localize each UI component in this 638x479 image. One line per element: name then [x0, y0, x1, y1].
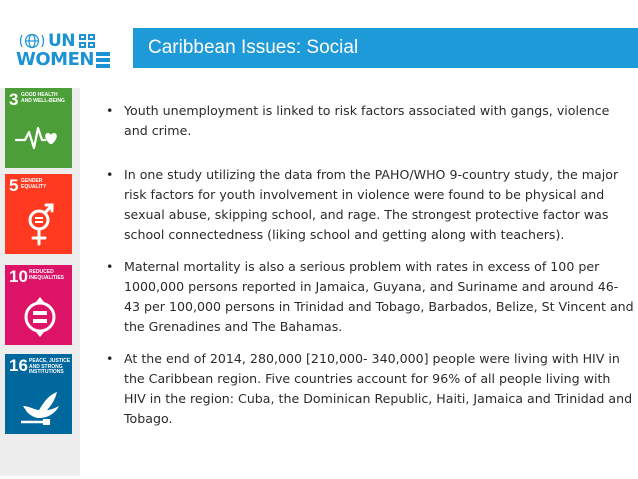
sdg-16-number: 16 [9, 356, 28, 375]
bullet-text: Maternal mortality is also a serious problem with rates in excess of 100 per 1000,000 persons reported in Jamaica, Guyana, and Suriname and around 46-43 per 100,000 persons in Trinidad and Tobago, Barbados, Belize, St Vincent and the Grenadines and The Bahamas. [124, 259, 634, 334]
sdg-5-number: 5 [9, 176, 19, 195]
bullet-marker: • [106, 259, 114, 274]
bullet-marker: • [106, 351, 114, 366]
sdg-16-label: PEACE, JUSTICE AND STRONG INSTITUTIONS [29, 358, 71, 376]
logo-mark-icon [75, 32, 101, 50]
sdg-10-label: REDUCED INEQUALITIES [29, 269, 65, 281]
bullet-marker: • [106, 103, 114, 118]
dove-icon [17, 386, 63, 428]
logo-bars-icon [94, 50, 114, 70]
bullet-marker: • [106, 167, 114, 182]
sdg-16-tile [5, 354, 72, 434]
logo-women-text: WOMEN [16, 49, 94, 70]
bullet-text: In one study utilizing the data from the PAHO/WHO 9-country study, the major risk factors for youth involvement in violence were found to be physical and sexual abuse, skipping school, and rage. The strongest protective factor was school connectedness (liking school and getting along with teachers). [124, 167, 619, 242]
title-bar [133, 28, 638, 68]
gender-equality-icon [25, 196, 55, 252]
sdg-3-label: GOOD HEALTH AND WELL-BEING [21, 92, 65, 104]
globe-icon [16, 32, 48, 50]
bullet-text: Youth unemployment is linked to risk factors associated with gangs, violence and crime. [124, 103, 610, 138]
sdg-10-tile [5, 265, 72, 345]
equals-icon [22, 295, 58, 339]
sdg-3-tile [5, 88, 72, 168]
page-title: Caribbean Issues: Social [148, 37, 359, 58]
sdg-5-label: GENDER EQUALITY [21, 178, 47, 190]
logo-un-text: UN [48, 31, 76, 51]
sdg-10-number: 10 [9, 267, 28, 286]
un-women-logo [16, 32, 130, 70]
sdg-sidebar [0, 88, 80, 476]
sdg-5-tile [5, 174, 72, 254]
bullet-text: At the end of 2014, 280,000 [210,000- 340,000] people were living with HIV in the Caribbean region. Five countries account for 96% of all people living with HIV in the region: Cuba, the Dominican Republic, Haiti, Jamaica and Trinidad and Tobago. [124, 351, 633, 426]
sdg-3-number: 3 [9, 90, 19, 109]
heartbeat-icon [15, 124, 63, 154]
